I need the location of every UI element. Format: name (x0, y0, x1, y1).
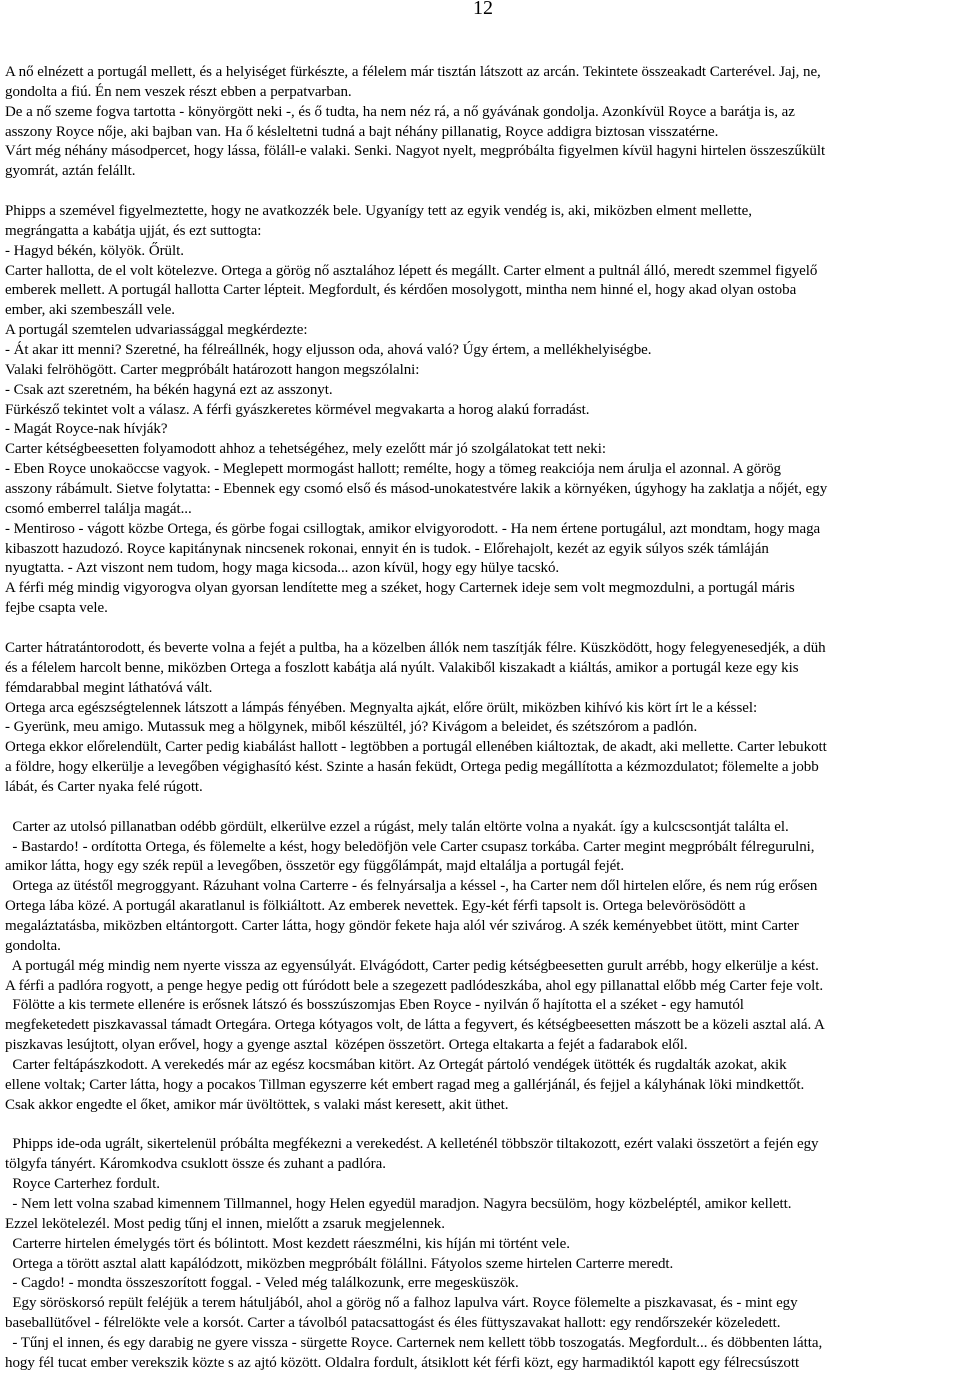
text-line: gondolta a fiú. Én nem veszek részt ebben a perpatvarban. (5, 83, 352, 100)
text-line: Ortega a törött asztal alatt kapálódzott, miközben megpróbált fölállni. Fátyolos szeme hirtelen Carterre meredt. (5, 1255, 674, 1272)
text-line: - Mentiroso - vágott közbe Ortega, és görbe fogai csillogtak, amikor elvigyorodott. - Ha nem értene portugálul, azt mondtam, hogy maga (5, 520, 821, 537)
text-line: De a nő szeme fogva tartotta - könyörgött neki -, és ő tudta, ha nem néz rá, a nő gyávának gondolja. Azonkívül Royce a barátja is, az (5, 103, 795, 120)
text-line: - Magát Royce-nak hívják? (5, 421, 168, 438)
text-line: - Eben Royce unokaöccse vagyok. - Meglepett mormogást hallott; remélte, hogy a tömeg reakciója nem árulja el azonnal. A görög (5, 461, 782, 478)
text-line: megaláztatásba, miközben eltántorgott. Carter látta, hogy göndör fekete haja alól vér szivárog. A szék keményebbet ütött, mint Carter (5, 917, 799, 934)
text-line: asszony Royce nője, aki bajban van. Ha ő késleltetni tudná a bajt néhány pillanatig, Royce addigra biztosan visszatérne. (5, 123, 719, 140)
text-line: fémdarabbal megint láthatóvá vált. (5, 679, 213, 696)
text-line: hogy fél tucat ember verekszik közte s az ajtó között. Oldalra fordult, átsiklott két férfi közt, egy harmadiktól kapott egy félrecsúszott (5, 1354, 800, 1371)
text-line: A portugál szemtelen udvariassággal megkérdezte: (5, 322, 308, 339)
text-line: fejbe csapta vele. (5, 600, 108, 617)
text-line: Várt még néhány másodpercet, hogy lássa, föláll-e valaki. Senki. Nagyot nyelt, megpróbálta figyelmen kívül hagyni hirtelen összeszűkült (5, 143, 826, 160)
text-line: baseballütővel - félrelökte vele a korsót. Carter a távolból patacsattogást és éles füttyszavakat hallott: egy rendőrszekér közeledett. (5, 1315, 781, 1332)
blank-line (5, 1116, 960, 1136)
text-line: csomó emberrel találja magát... (5, 500, 192, 517)
text-line: Carter az utolsó pillanatban odébb gördült, elkerülve ezzel a rúgást, mely talán eltörte volna a nyakát. így a kulcscsontját találta el. (5, 818, 789, 835)
text-line: Carter feltápászkodott. A verekedés már az egész kocsmában kitört. Az Ortegát pártoló vendégek ütötték és rugdalták azokat, akik (5, 1056, 787, 1073)
text-line: - Cagdo! - mondta összeszorított foggal. - Veled még találkozunk, erre megesküszök. (5, 1275, 519, 1292)
text-line: Carter hallotta, de el volt kötelezve. Ortega a görög nő asztalához lépett és megállt. Carter elment a pultnál álló, meredt szemmel figyelő (5, 262, 818, 279)
text-line: amikor látta, hogy egy szék repül a levegőben, összetör egy függőlámpát, majd eltalálja a portugál fejét. (5, 858, 625, 875)
text-line: Ortega az ütéstől megroggyant. Rázuhant volna Carterre - és felnyársalja a késsel -, ha Carter nem dől hirtelen előre, és nem rúg erősen (5, 878, 818, 895)
document-body (5, 63, 960, 1374)
text-line: piszkavas lesújtott, olyan erővel, hogy a gyenge asztal középen összetört. Ortega eltakarta a fejét a fadarabok elől. (5, 1037, 688, 1054)
text-line: - Tűnj el innen, és egy darabig ne gyere vissza - sürgette Royce. Carternek nem kellett több toszogatás. Megfordult... és döbbenten látta, (5, 1335, 823, 1351)
text-line: ember, aki szembeszáll vele. (5, 302, 176, 319)
text-line: a földre, hogy elkerülje a levegőben végighasító kést. Szinte a hasán feküdt, Ortega pedig megállította a kézmozdulatot; fölemelte a jobb (5, 759, 819, 776)
text-line: Valaki felröhögött. Carter megpróbált határozott hangon megszólalni: (5, 361, 420, 378)
text-line: - Nem lett volna szabad kimennem Tillmannel, hogy Helen egyedül maradjon. Nagyra becsülöm, hogy közbeléptél, amikor kellett. (5, 1195, 792, 1212)
text-line: A férfi még mindig vigyorogva olyan gyorsan lendítette meg a széket, hogy Carternek ideje sem volt megmozdulni, a portugál máris (5, 580, 795, 597)
text-line: Ortega arca egészségtelennek látszott a lámpás fényében. Megnyalta ajkát, előre örült, miközben kihívó kis kört írt le a késsel: (5, 699, 758, 716)
text-line: asszony rábámult. Sietve folytatta: - Ebennek egy csomó első és másod-unokatestvére lakik a környéken, úgyhogy ha zaklatja a nőjét, egy (5, 481, 828, 498)
text-line: és a félelem harcolt benne, miközben Ortega a foszlott kabátja alá nyúlt. Valakiből kiszakadt a kiáltás, amikor a portugál keze egy kis (5, 659, 799, 676)
text-line: Phipps a szemével figyelmeztette, hogy ne avatkozzék bele. Ugyanígy tett az egyik vendég is, aki, miközben elment mellette, (5, 203, 752, 220)
text-line: Ortega ekkor előrelendült, Carter pedig kiabálást hallott - legtöbben a portugál ellenében kiáltoztak, de akadt, aki mellette. Carter lebukott (5, 739, 827, 756)
text-line: A férfi a padlóra rogyott, a penge hegye pedig ott fúródott bele a szegezett padlódeszkába, ahol egy pillanattal előbb még Carter feje volt. (5, 977, 824, 994)
text-line: megfeketedett piszkavassal támadt Ortegára. Ortega kótyagos volt, de látta a fegyvert, és kétségbeesetten mászott be a közeli asztal alá. A (5, 1017, 825, 1034)
text-line: Egy söröskorsó repült feléjük a terem hátuljából, ahol a görög nő a falhoz lapulva várt. Royce fölemelte a piszkavasat, és - mint egy (5, 1295, 798, 1312)
text-line: - Bastardo! - ordította Ortega, és fölemelte a kést, hogy beledöfjön vele Carter csupasz torkába. Carter megint megpróbált félregurulni, (5, 838, 815, 855)
text-line: ellene voltak; Carter látta, hogy a pocakos Tillman egyszerre két embert ragad meg a gallérjánál, és fejjel a kályhának löki mindkettőt. (5, 1076, 805, 1093)
text-line: lábát, és Carter nyaka felé rúgott. (5, 778, 203, 795)
text-line: - Csak azt szeretném, ha békén hagyná ezt az asszonyt. (5, 381, 333, 398)
text-line: A nő elnézett a portugál mellett, és a helyiséget fürkészte, a félelem már tisztán látszott az arcán. Tekintete összeakadt Carterével. Jaj, ne, (5, 64, 821, 80)
page-number: 12 (473, 0, 493, 19)
text-line: Ortega lába közé. A portugál akaratlanul is fölkiáltott. Az emberek nevettek. Egy-két férfi tapsolt is. Ortega belevörösödött a (5, 898, 746, 915)
text-line: nyugtatta. - Azt viszont nem tudom, hogy maga kicsoda... azon kívül, hogy egy hülye tacskó. (5, 560, 560, 577)
text-line: Carter kétségbeesetten folyamodott ahhoz a tehetségéhez, mely ezelőtt már jó szolgálatokat tett neki: (5, 441, 606, 458)
text-line: emberek mellett. A portugál hallotta Carter lépteit. Megfordult, és kérdően mosolygott, mintha nem hinné el, hogy akad olyan ostoba (5, 282, 797, 299)
text-line: A portugál még mindig nem nyerte vissza az egyensúlyát. Elvágódott, Carter pedig kétségbeesetten gurult arrébb, hogy elkerülje a kést. (5, 957, 819, 974)
text-line: Fölötte a kis termete ellenére is erősnek látszó és bosszúszomjas Eben Royce - nyilván ő hajította el a széket - egy hamutól (5, 997, 744, 1014)
text-line: Csak akkor engedte el őket, amikor már üvöltöttek, s valaki mást keresett, akit üthet. (5, 1096, 509, 1113)
blank-line (5, 182, 960, 202)
text-line: gondolta. (5, 937, 61, 954)
text-line: - Hagyd békén, kölyök. Őrült. (5, 242, 184, 259)
text-line: megrángatta a kabátja ujját, és ezt suttogta: (5, 222, 262, 239)
text-line: Carterre hirtelen émelygés tört és bólintott. Most kezdett ráeszmélni, kis híján mi történt vele. (5, 1235, 570, 1252)
text-line: Ezzel lekötelezél. Most pedig tűnj el innen, mielőtt a zsaruk megjelennek. (5, 1215, 445, 1232)
text-line: - Át akar itt menni? Szeretné, ha félreállnék, hogy eljusson oda, ahová való? Úgy értem, a mellékhelyiségbe. (5, 342, 652, 359)
text-line: Phipps ide-oda ugrált, sikertelenül próbálta megfékezni a verekedést. A kelleténél többször tiltakozott, ezért valaki összetört a fején egy (5, 1136, 819, 1153)
blank-line (5, 798, 960, 818)
text-line: gyomrát, aztán felállt. (5, 163, 136, 180)
text-line: kibaszott hazudozó. Royce kapitánynak nincsenek rokonai, ennyit én is tudok. - Előrehajolt, kezét az egyik súlyos szék támláján (5, 540, 769, 557)
text-line: Royce Carterhez fordult. (5, 1176, 160, 1193)
text-line: - Gyerünk, meu amigo. Mutassuk meg a hölgynek, miből készültél, jó? Kivágom a beleidet, és szétszórom a padlón. (5, 719, 698, 736)
blank-line (5, 619, 960, 639)
text-line: Carter hátratántorodott, és beverte volna a fejét a pultba, ha a közelben állók nem taszítják félre. Küszködött, hogy felegyenesedjék, a düh (5, 639, 826, 656)
text-line: Fürkésző tekintet volt a válasz. A férfi gyászkeretes körmével megvakarta a horog alakú forradást. (5, 401, 590, 418)
text-line: tölgyfa tányért. Káromkodva csuklott össze és zuhant a padlóra. (5, 1156, 386, 1173)
